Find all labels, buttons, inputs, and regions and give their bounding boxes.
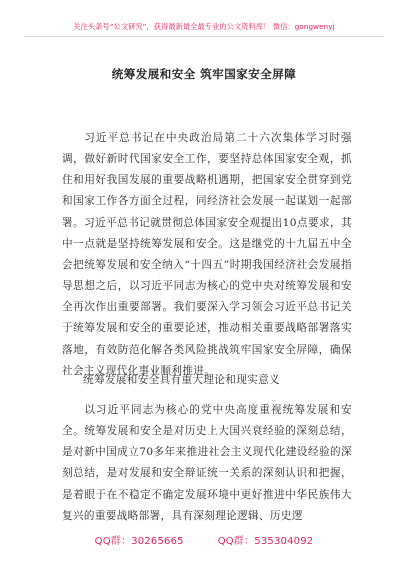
document-title: 统筹发展和安全 筑牢国家安全屏障 (111, 67, 297, 81)
footer-contact (0, 532, 408, 547)
paragraph-1: 习近平总书记在中央政治局第二十六次集体学习时强调，做好新时代国家安全工作，要坚持总体国家安全观，抓住和用好我国发展的重要战略机遇期，把国家安全贯穿到党和国家工作各方面全过程，同经济社会发展一起谋划一起部署。习近平总书记就贯彻总体国家安全观提出10点要求，其中一点就是坚持统筹发展和安全。这是继党的十九届五中全会把统筹发展和安全纳入“十四五”时期我国经济社会发展指导思想之后，以习近平同志为核心的党中央对统筹发展和安全再次作出重要部署。我们要深入学习领会习近平总书记关于统筹发展和安全的重要论述，推动相关重要战略部署落实落地，有效防范化解各类风险挑战筑牢国家安全屏障，确保社会主义现代化事业顺利推进。 (62, 132, 352, 377)
header-divider (24, 36, 384, 37)
footer-qq-group-2: QQ群：535304092 (217, 536, 314, 547)
footer-qq-group-1: QQ群：30265665 (94, 536, 184, 547)
section-subheading: 统筹发展和安全具有重大理论和现实意义 (83, 374, 280, 386)
header-banner: 关注头条号“公文研究”，获得最新最全最专业的公文资料库！ 微信：gongwenyj (73, 22, 335, 31)
paragraph-2: 以习近平同志为核心的党中央高度重视统筹发展和安全。统筹发展和安全是对历史上大国兴衰经验的深刻总结，是对新中国成立70多年来推进社会主义现代化建设经验的深刻总结，是对发展和安全辩证统一关系的深刻认识和把握，是着眼于在不稳定不确定发展环境中更好推进中华民族伟大复兴的重要战略部署，具有深刻理论逻辑、历史逻 (62, 404, 352, 522)
